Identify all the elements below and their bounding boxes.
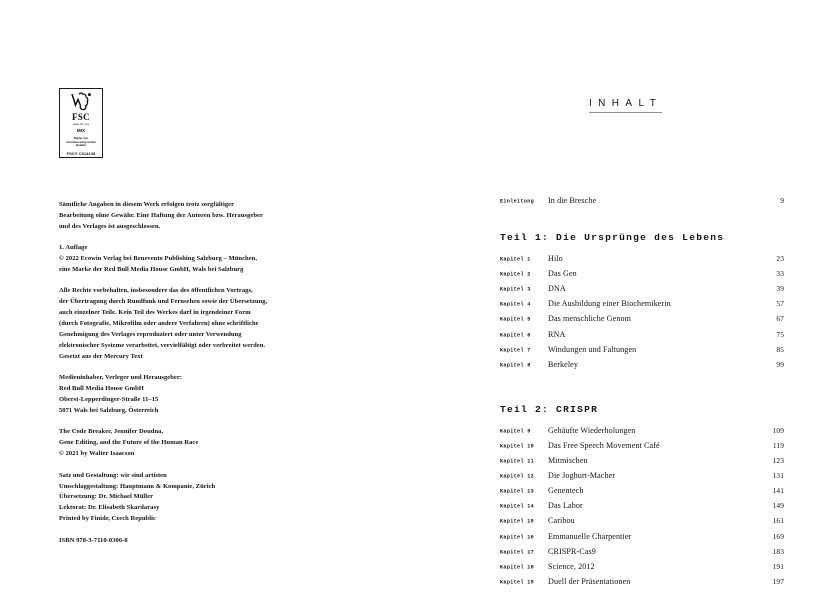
toc-row-introduction[interactable] xyxy=(500,196,784,211)
imprint-publisher xyxy=(59,373,291,417)
toc-row[interactable] xyxy=(500,456,784,471)
spacer xyxy=(500,211,784,232)
fsc-wordmark: FSC xyxy=(72,112,90,122)
page-title: INHALT xyxy=(589,98,662,113)
toc-entry-page: 123 xyxy=(772,456,784,466)
toc-entry-label: Kapitel 13 xyxy=(500,488,535,495)
toc-entry-label: Kapitel 17 xyxy=(500,549,535,556)
toc-row[interactable] xyxy=(500,577,784,592)
imprint-line: 1. Auflage xyxy=(59,244,88,252)
toc-entry-page: 33 xyxy=(776,269,784,279)
toc-row[interactable] xyxy=(500,284,784,299)
toc-entry-page: 197 xyxy=(772,576,784,586)
spacer xyxy=(500,375,784,404)
toc-part-heading-1: Teil 1: Die Ursprünge des Lebens xyxy=(500,232,725,244)
toc-row[interactable] xyxy=(500,254,784,269)
toc-entry-title: Das Labor xyxy=(548,501,583,511)
toc-entry-label: Kapitel 15 xyxy=(500,518,535,525)
imprint-line: auch einzelner Teile. Kein Teil des Werkes darf in irgendeiner Form xyxy=(59,309,251,317)
imprint-line: elektronischer Systeme verarbeitet, vervielfältigt oder verbreitet werden. xyxy=(59,341,266,349)
toc-entry-label: Kapitel 5 xyxy=(500,316,531,323)
imprint-line: Umschlaggestaltung: Hauptmann & Kompanie, Zürich xyxy=(59,482,216,490)
toc-entry-title: Science, 2012 xyxy=(548,561,595,571)
toc-list xyxy=(500,196,784,592)
toc-entry-title: Hilo xyxy=(548,254,563,264)
imprint-isbn xyxy=(59,536,291,547)
fsc-url: www.fsc.org xyxy=(72,122,90,126)
toc-row[interactable] xyxy=(500,501,784,516)
toc-entry-title: In die Bresche xyxy=(548,196,597,205)
toc-row[interactable] xyxy=(500,330,784,345)
toc-entry-title: Caribou xyxy=(548,516,575,526)
imprint-line: Bearbeitung ohne Gewähr. Eine Haftung der Autoren bzw. Herausgeber xyxy=(59,211,263,219)
imprint-line: (durch Fotografie, Mikrofilm oder andere Verfahren) ohne schriftliche xyxy=(59,320,259,328)
toc-entry-page: 131 xyxy=(772,471,784,481)
imprint-line: Gene Editing, and the Future of the Human Race xyxy=(59,439,199,447)
imprint-line: Red Bull Media House GmbH xyxy=(59,385,144,393)
imprint-line: Genehmigung des Verlages reproduziert oder unter Verwendung xyxy=(59,331,242,339)
toc-entry-page: 67 xyxy=(776,314,784,324)
imprint-credits xyxy=(59,471,291,526)
toc-entry-label: Kapitel 11 xyxy=(500,458,535,465)
toc-entry-label: Kapitel 6 xyxy=(500,332,531,339)
toc-entry-title: CRISPR-Cas9 xyxy=(548,546,596,556)
toc-row[interactable] xyxy=(500,562,784,577)
toc-entry-label: Kapitel 12 xyxy=(500,473,535,480)
imprint-line: der Übertragung durch Rundfunk und Fernsehen sowie der Übersetzung, xyxy=(59,298,268,306)
toc-entry-title: Gehäufte Wiederholungen xyxy=(548,425,636,435)
toc-entry-label: Einleitung xyxy=(500,198,535,205)
imprint-line: Alle Rechte vorbehalten, insbesondere das des öffentlichen Vortrags, xyxy=(59,287,253,295)
imprint-line: Übersetzung: Dr. Michael Müller xyxy=(59,493,154,501)
toc-entry-label: Kapitel 16 xyxy=(500,534,535,540)
toc-entry-label: Kapitel 19 xyxy=(500,579,535,586)
toc-entry-title: Duell der Präsentationen xyxy=(548,576,631,586)
toc-entry-title: Die Ausbildung einer Biochemikerin xyxy=(548,299,671,309)
fsc-grade: MIX xyxy=(76,128,86,134)
imprint-disclaimer xyxy=(59,200,291,233)
imprint-line: eine Marke der Red Bull Media House GmbH, Wals bei Salzburg xyxy=(59,266,244,274)
imprint-line: Printed by Finidr, Czech Republic xyxy=(59,515,156,523)
toc-row[interactable] xyxy=(500,360,784,375)
toc-entry-page: 141 xyxy=(772,486,784,496)
fsc-certification-logo xyxy=(59,88,103,158)
isbn-line: ISBN 978-3-7110-0306-8 xyxy=(59,536,128,544)
imprint-line: 5071 Wals bei Salzburg, Österreich xyxy=(59,407,159,414)
toc-entry-label: Kapitel 4 xyxy=(500,301,531,308)
toc-entry-label: Kapitel 10 xyxy=(500,443,535,450)
toc-entry-title: RNA xyxy=(548,329,566,339)
table-of-contents-page xyxy=(411,0,822,595)
imprint-line: © 2021 by Walter Isaacson xyxy=(59,450,135,458)
imprint-edition xyxy=(59,243,291,276)
toc-row[interactable] xyxy=(500,345,784,360)
fsc-license-code: FSC® C014138 xyxy=(66,150,96,156)
toc-entry-page: 191 xyxy=(772,561,784,571)
toc-entry-label: Kapitel 3 xyxy=(500,286,531,293)
imprint-line: © 2022 Ecowin Verlag bei Benevento Publishing Salzburg – München, xyxy=(59,255,258,263)
imprint-line: The Code Breaker, Jennifer Doudna, xyxy=(59,428,164,436)
imprint-line: Medieninhaber, Verleger und Herausgeber: xyxy=(59,374,183,382)
imprint-line: Gesetzt aus der Mercury Text xyxy=(59,352,143,360)
imprint-line: Lektorat: Dr. Elisabeth Skardarasy xyxy=(59,504,160,512)
toc-entry-page: 161 xyxy=(772,516,784,526)
toc-row[interactable] xyxy=(500,532,784,547)
toc-entry-title: Genentech xyxy=(548,486,584,496)
toc-entry-title: Emmanuelle Charpentier xyxy=(548,531,632,541)
imprint-line: Satz und Gestaltung: wir sind artisten xyxy=(59,471,167,479)
toc-entry-title: Das Free Speech Movement Café xyxy=(548,440,660,450)
toc-entry-title: Das menschliche Genom xyxy=(548,314,632,324)
imprint-original-edition xyxy=(59,427,291,460)
toc-entry-page: 109 xyxy=(772,425,784,435)
imprint-line: Oberst-Lepperdinger-Straße 11–15 xyxy=(59,396,159,404)
toc-row[interactable] xyxy=(500,486,784,501)
fsc-description: Papier aus verantwortungsvollen Quellen xyxy=(65,135,97,148)
toc-entry-label: Kapitel 18 xyxy=(500,564,535,571)
toc-entry-label: Kapitel 1 xyxy=(500,256,531,263)
toc-entry-page: 149 xyxy=(772,501,784,511)
toc-entry-page: 119 xyxy=(772,440,784,450)
toc-entry-page: 183 xyxy=(772,546,784,556)
toc-entry-label: Kapitel 9 xyxy=(500,428,531,435)
toc-entry-page: 23 xyxy=(776,254,784,264)
imprint-line: Sämtliche Angaben in diesem Werk erfolgen trotz sorgfältiger xyxy=(59,201,235,208)
toc-entry-title: DNA xyxy=(548,284,566,294)
toc-entry-page: 39 xyxy=(776,284,784,294)
toc-row[interactable] xyxy=(500,547,784,562)
toc-entry-label: Kapitel 8 xyxy=(500,362,531,369)
toc-entry-page: 9 xyxy=(780,196,784,205)
imprint-line: und des Verlages ist ausgeschlossen. xyxy=(59,222,161,230)
spacer xyxy=(500,415,784,426)
toc-entry-title: Windungen und Faltungen xyxy=(548,344,637,354)
toc-row[interactable] xyxy=(500,471,784,486)
toc-entry-title: Berkeley xyxy=(548,359,579,369)
toc-row[interactable] xyxy=(500,314,784,329)
toc-entry-page: 57 xyxy=(776,299,784,309)
toc-entry-title: Die Joghurt-Macher xyxy=(548,471,616,481)
toc-row[interactable] xyxy=(500,441,784,456)
toc-entry-title: Das Gen xyxy=(548,269,577,279)
toc-row[interactable] xyxy=(500,299,784,314)
toc-entry-title: Mitmischen xyxy=(548,456,588,466)
toc-row[interactable] xyxy=(500,426,784,441)
toc-entry-page: 75 xyxy=(776,329,784,339)
toc-entry-label: Kapitel 14 xyxy=(500,503,535,510)
imprint-text xyxy=(59,200,291,547)
toc-entry-page: 169 xyxy=(772,531,784,541)
toc-entry-page: 85 xyxy=(776,344,784,354)
toc-entry-label: Kapitel 7 xyxy=(500,347,531,354)
toc-part-heading-2: Teil 2: CRISPR xyxy=(500,403,599,415)
toc-row[interactable] xyxy=(500,516,784,531)
spacer xyxy=(500,243,784,254)
toc-entry-label: Kapitel 2 xyxy=(500,271,531,278)
imprint-rights xyxy=(59,286,291,362)
fsc-tree-checkmark-icon xyxy=(68,92,94,112)
toc-row[interactable] xyxy=(500,269,784,284)
toc-entry-page: 99 xyxy=(776,359,784,369)
